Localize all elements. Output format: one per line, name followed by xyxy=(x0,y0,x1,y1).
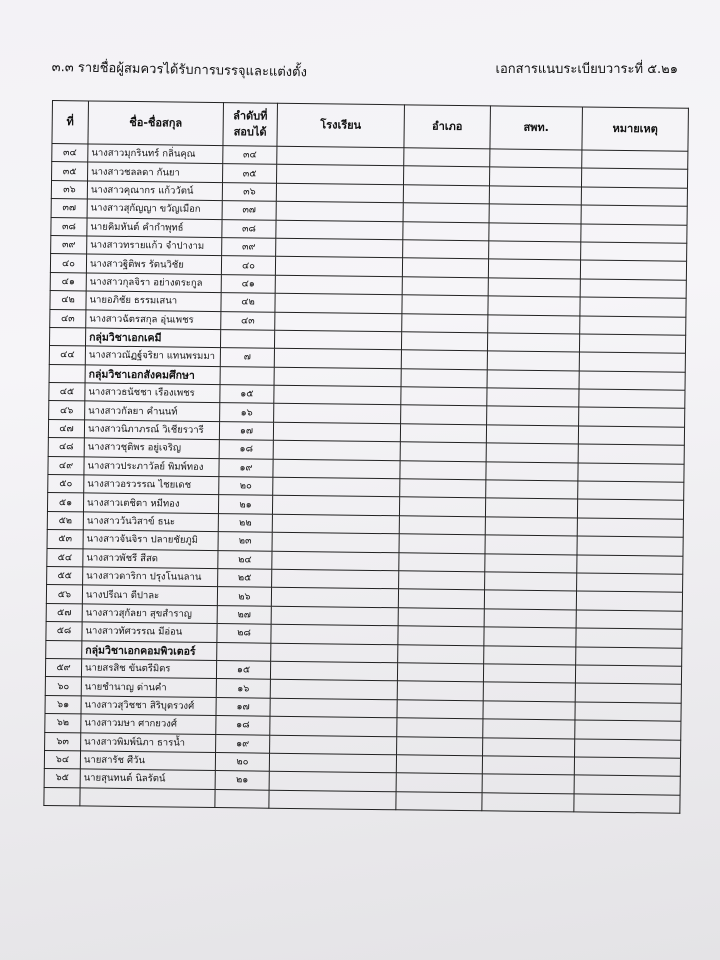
cell-rank: ๑๗ xyxy=(219,421,273,440)
cell-remarks xyxy=(580,260,686,280)
cell-district xyxy=(401,368,487,387)
cell-name: นางสาวสุกัญญา ขวัญเมือก xyxy=(87,199,222,219)
cell-remarks xyxy=(578,463,684,483)
cell-name: นางสาวพิมพ์นิภา ธารน้ำ xyxy=(81,732,216,752)
group-label: กลุ่มวิชาเอกคอมพิวเตอร์ xyxy=(82,640,217,660)
cell-school xyxy=(277,146,404,166)
cell-district xyxy=(403,166,489,185)
cell-rank: ๔๓ xyxy=(221,311,275,330)
cell-area-office xyxy=(483,701,575,721)
cell-no: ๔๐ xyxy=(50,254,86,273)
cell-remarks xyxy=(578,481,684,501)
cell-remarks xyxy=(577,499,683,519)
cell-district xyxy=(396,755,482,774)
cell-school xyxy=(272,532,399,552)
cell-name: นางสาวประภาวัลย์ พิมพ์ทอง xyxy=(84,457,219,477)
cell-no: ๓๕ xyxy=(52,162,88,181)
col-header-area-office: สพท. xyxy=(490,106,583,150)
cell-rank: ๑๘ xyxy=(219,440,273,459)
cell-area-office xyxy=(486,461,578,481)
cell-area-office xyxy=(483,682,575,702)
cell-no xyxy=(49,364,85,383)
cell-district xyxy=(397,681,483,700)
cell-name: นางสาวกัลยา คำนนท์ xyxy=(85,401,220,421)
cell-district xyxy=(399,497,485,516)
cell-rank: ๒๗ xyxy=(217,605,271,624)
cell-name: นางสาวชลลดา กันยา xyxy=(88,162,223,182)
cell-rank: ๒๐ xyxy=(219,477,273,496)
cell-remarks xyxy=(581,187,687,207)
cell-district xyxy=(397,736,483,755)
cell-area-office xyxy=(485,553,577,573)
cell-name: นางสาวสุวิชชา สิริบุตรวงศ์ xyxy=(81,696,216,716)
cell-rank: ๒๑ xyxy=(215,771,269,790)
cell-district xyxy=(400,442,486,461)
cell-remarks xyxy=(581,224,687,244)
group-label: กลุ่มวิชาเอกสังคมศึกษา xyxy=(85,365,220,385)
cell-no: ๔๖ xyxy=(49,401,85,420)
cell-school xyxy=(277,165,404,185)
cell-school xyxy=(270,661,397,681)
col-header-school: โรงเรียน xyxy=(277,103,405,148)
cell-school xyxy=(269,771,396,791)
cell-area-office xyxy=(482,756,574,776)
cell-rank xyxy=(217,642,271,661)
cell-remarks xyxy=(576,646,682,666)
cell-school xyxy=(273,477,400,497)
cell-district xyxy=(398,589,484,608)
cell-district xyxy=(397,699,483,718)
cell-rank xyxy=(215,789,269,808)
cell-rank: ๒๘ xyxy=(217,624,271,643)
cell-area-office xyxy=(490,149,582,169)
cell-area-office xyxy=(484,590,576,610)
cell-rank: ๑๘ xyxy=(216,716,270,735)
cell-name: นางสาวธนัชชา เรืองเพชร xyxy=(85,383,220,403)
cell-no: ๕๕ xyxy=(47,566,83,585)
col-header-district: อำเภอ xyxy=(404,105,491,149)
cell-area-office xyxy=(489,186,581,206)
cell-area-office xyxy=(487,388,579,408)
cell-district xyxy=(397,663,483,682)
cell-no: ๖๕ xyxy=(44,769,80,788)
cell-area-office xyxy=(487,370,579,390)
cell-no: ๔๗ xyxy=(48,419,84,438)
cell-school xyxy=(274,330,401,350)
cell-no: ๔๕ xyxy=(49,383,85,402)
cell-area-office xyxy=(488,259,580,279)
cell-school xyxy=(273,459,400,479)
cell-rank xyxy=(220,366,274,385)
cell-remarks xyxy=(581,242,687,262)
cell-no: ๖๐ xyxy=(45,677,81,696)
cell-school xyxy=(274,349,401,369)
cell-school xyxy=(270,680,397,700)
cell-remarks xyxy=(579,371,685,391)
col-header-name: ชื่อ-ชื่อสกุล xyxy=(88,101,224,146)
cell-name: นางสาวกุลจิรา อย่างตระกูล xyxy=(86,273,221,293)
cell-rank: ๑๕ xyxy=(216,660,270,679)
cell-district xyxy=(403,240,489,259)
cell-school xyxy=(276,201,403,221)
cell-no: ๕๑ xyxy=(47,493,83,512)
cell-district xyxy=(401,387,487,406)
cell-no: ๕๔ xyxy=(47,548,83,567)
cell-school xyxy=(275,293,402,313)
cell-no: ๔๘ xyxy=(48,438,84,457)
cell-district xyxy=(401,332,487,351)
cell-rank: ๓๙ xyxy=(222,238,276,257)
cell-area-office xyxy=(486,480,578,500)
cell-remarks xyxy=(582,150,688,170)
cell-name: นางปรีณา ดีปาละ xyxy=(82,585,217,605)
cell-rank: ๒๕ xyxy=(218,569,272,588)
cell-school xyxy=(270,716,397,736)
cell-rank: ๒๑ xyxy=(218,495,272,514)
cell-rank: ๔๒ xyxy=(221,293,275,312)
cell-district xyxy=(402,313,488,332)
cell-name: นายชำนาญ ด่านคำ xyxy=(81,677,216,697)
cell-name: นางสาวอรวรรณ ไชยเดช xyxy=(84,475,219,495)
cell-rank: ๒๓ xyxy=(218,532,272,551)
cell-name: นางสาวมษา ศากยวงศ์ xyxy=(81,714,216,734)
cell-remarks xyxy=(577,555,683,575)
cell-area-office xyxy=(486,443,578,463)
cell-rank: ๓๖ xyxy=(222,182,276,201)
cell-rank: ๑๙ xyxy=(216,734,270,753)
cell-rank: ๑๙ xyxy=(219,458,273,477)
cell-rank: ๔๑ xyxy=(221,274,275,293)
cell-remarks xyxy=(580,279,686,299)
cell-name: นายสารัช ศีวัน xyxy=(80,751,215,771)
cell-name: นางสาวพัชรี สีสด xyxy=(83,549,218,569)
cell-no: ๖๔ xyxy=(44,750,80,769)
cell-remarks xyxy=(575,702,681,722)
cell-no: ๔๔ xyxy=(49,346,85,365)
cell-remarks xyxy=(578,426,684,446)
cell-rank: ๒๖ xyxy=(217,587,271,606)
cell-rank: ๔๐ xyxy=(221,256,275,275)
cell-district xyxy=(399,571,485,590)
attachment-reference: เอกสารแนบระเบียบวาระที่ ๕.๒๑ xyxy=(495,62,678,77)
cell-remarks xyxy=(575,683,681,703)
cell-no: ๖๓ xyxy=(45,732,81,751)
cell-remarks xyxy=(580,315,686,335)
cell-no: ๕๐ xyxy=(48,475,84,494)
cell-rank: ๒๐ xyxy=(215,752,269,771)
cell-name: นางสาวทรายแก้ว จำปางาม xyxy=(87,236,222,256)
cell-school xyxy=(271,624,398,644)
cell-area-office xyxy=(485,535,577,555)
cell-district xyxy=(401,350,487,369)
cell-district xyxy=(398,608,484,627)
cell-school xyxy=(271,588,398,608)
cell-rank: ๑๖ xyxy=(216,679,270,698)
cell-school xyxy=(273,422,400,442)
cell-remarks xyxy=(574,757,680,777)
cell-area-office xyxy=(487,333,579,353)
cell-no: ๓๘ xyxy=(51,217,87,236)
cell-name: นายสุนทนต์ นิลรัตน์ xyxy=(80,769,215,789)
cell-district xyxy=(399,534,485,553)
cell-no: ๔๙ xyxy=(48,456,84,475)
cell-district xyxy=(401,405,487,424)
cell-school xyxy=(275,312,402,332)
col-header-rank: ลำดับที่ สอบได้ xyxy=(223,103,278,147)
cell-name: นายอภิชัย ธรรมเสนา xyxy=(86,291,221,311)
cell-remarks xyxy=(577,536,683,556)
cell-no xyxy=(49,327,85,346)
cell-remarks xyxy=(576,610,682,630)
cell-remarks xyxy=(577,573,683,593)
cell-remarks xyxy=(580,297,686,317)
cell-name: นางสาวฐิติพร รัตนวิชัย xyxy=(86,254,221,274)
cell-name: นายสรสิช ขันตรีมิตร xyxy=(81,659,216,679)
cell-no: ๖๑ xyxy=(45,695,81,714)
cell-school xyxy=(269,753,396,773)
cell-no: ๓๙ xyxy=(51,235,87,254)
cell-school xyxy=(274,367,401,387)
cell-district xyxy=(403,221,489,240)
cell-name: นายคิมหันต์ คำกำพุทธ์ xyxy=(87,217,222,237)
cell-no: ๕๗ xyxy=(46,603,82,622)
cell-rank: ๓๗ xyxy=(222,201,276,220)
cell-school xyxy=(275,257,402,277)
cell-district xyxy=(396,791,482,810)
cell-no: ๕๙ xyxy=(45,658,81,677)
cell-district xyxy=(399,516,485,535)
cell-no: ๔๓ xyxy=(50,309,86,328)
cell-school xyxy=(276,238,403,258)
cell-name: นางสาวจันจิรา ปลายชัยภูมิ xyxy=(83,530,218,550)
cell-district xyxy=(402,277,488,296)
cell-rank: ๓๕ xyxy=(223,164,277,183)
cell-school xyxy=(275,275,402,295)
cell-area-office xyxy=(489,222,581,242)
cell-no: ๓๔ xyxy=(52,144,88,163)
cell-area-office xyxy=(483,664,575,684)
cell-name: นางสาวณัฏฐ์จริยา แทนพรมมา xyxy=(85,346,220,366)
cell-area-office xyxy=(489,167,581,187)
col-header-remarks: หมายเหตุ xyxy=(582,107,689,151)
cell-rank: ๓๘ xyxy=(222,219,276,238)
table-body xyxy=(44,144,688,814)
cell-school xyxy=(272,496,399,516)
cell-school xyxy=(269,790,396,810)
cell-remarks xyxy=(578,444,684,464)
cell-no: ๔๑ xyxy=(50,272,86,291)
cell-school xyxy=(270,735,397,755)
cell-rank: ๑๕ xyxy=(220,385,274,404)
cell-area-office xyxy=(489,241,581,261)
cell-school xyxy=(270,698,397,718)
cell-area-office xyxy=(487,351,579,371)
cell-no: ๖๒ xyxy=(45,714,81,733)
appointment-table-wrapper xyxy=(43,100,688,814)
table-header-row xyxy=(52,101,688,152)
cell-district xyxy=(400,460,486,479)
cell-area-office xyxy=(482,774,574,794)
cell-school xyxy=(274,385,401,405)
cell-area-office xyxy=(483,719,575,739)
cell-school xyxy=(276,183,403,203)
cell-area-office xyxy=(484,627,576,647)
cell-remarks xyxy=(581,168,687,188)
cell-area-office xyxy=(485,498,577,518)
cell-school xyxy=(272,514,399,534)
cell-rank: ๓๔ xyxy=(223,146,277,165)
cell-remarks xyxy=(574,775,680,795)
cell-no: ๕๒ xyxy=(47,511,83,530)
cell-remarks xyxy=(575,720,681,740)
cell-area-office xyxy=(485,517,577,537)
cell-district xyxy=(402,295,488,314)
cell-district xyxy=(400,424,486,443)
cell-area-office xyxy=(484,609,576,629)
cell-area-office xyxy=(486,425,578,445)
cell-remarks xyxy=(575,665,681,685)
cell-area-office xyxy=(488,278,580,298)
cell-no: ๕๓ xyxy=(47,530,83,549)
cell-name: นางสาวสุกัลยา สุขสำราญ xyxy=(82,604,217,624)
cell-school xyxy=(272,569,399,589)
cell-remarks xyxy=(581,205,687,225)
cell-district xyxy=(397,718,483,737)
cell-district xyxy=(403,185,489,204)
cell-name: นางสาวฉัตรสกุล อุ่นเพชร xyxy=(86,309,221,329)
cell-remarks xyxy=(579,407,685,427)
cell-remarks xyxy=(579,334,685,354)
cell-name: นางสาวทัศวรรณ มีอ่อน xyxy=(82,622,217,642)
list-title: ๓.๓ รายชื่อผู้สมควรได้รับการบรรจุและแต่งตั้ง xyxy=(51,59,308,81)
cell-no: ๕๘ xyxy=(46,622,82,641)
cell-remarks xyxy=(577,518,683,538)
cell-school xyxy=(271,643,398,663)
cell-remarks xyxy=(576,591,682,611)
cell-no: ๓๗ xyxy=(51,199,87,218)
cell-remarks xyxy=(575,738,681,758)
cell-name: นางสาวชุติพร อยู่เจริญ xyxy=(84,438,219,458)
cell-area-office xyxy=(484,645,576,665)
cell-remarks xyxy=(576,628,682,648)
cell-school xyxy=(272,551,399,571)
cell-district xyxy=(398,644,484,663)
col-header-no: ที่ xyxy=(52,101,89,144)
cell-no: ๔๒ xyxy=(50,291,86,310)
cell-area-office xyxy=(482,792,574,812)
cell-area-office xyxy=(488,296,580,316)
cell-no xyxy=(44,787,80,806)
cell-name: นางสาวมุกรินทร์ กลิ่นคุณ xyxy=(88,144,223,164)
cell-district xyxy=(402,258,488,277)
cell-district xyxy=(396,773,482,792)
cell-no: ๕๖ xyxy=(46,585,82,604)
group-label: กลุ่มวิชาเอกเคมี xyxy=(85,328,220,348)
cell-no: ๓๖ xyxy=(51,180,87,199)
cell-remarks xyxy=(579,389,685,409)
cell-name: นางสาวนิภาภรณ์ วิเชียรวารี xyxy=(84,420,219,440)
cell-area-office xyxy=(485,572,577,592)
cell-name: นางสาวดาริกา ปรุงโนนลาน xyxy=(83,567,218,587)
cell-district xyxy=(403,203,489,222)
cell-district xyxy=(404,148,490,167)
cell-school xyxy=(271,606,398,626)
cell-rank: ๒๔ xyxy=(218,550,272,569)
cell-name: นางสาวเตชิตา หมีทอง xyxy=(83,493,218,513)
cell-name xyxy=(80,788,215,808)
cell-area-office xyxy=(488,314,580,334)
cell-district xyxy=(399,552,485,571)
cell-rank: ๑๖ xyxy=(220,403,274,422)
appointment-table xyxy=(43,100,689,814)
cell-rank: ๑๗ xyxy=(216,697,270,716)
cell-remarks xyxy=(579,352,685,372)
cell-district xyxy=(400,479,486,498)
cell-rank: ๒๒ xyxy=(218,513,272,532)
cell-remarks xyxy=(574,794,680,814)
cell-school xyxy=(274,404,401,424)
cell-name: นางสาวคุณากร แก้ววัตน์ xyxy=(87,181,222,201)
cell-no xyxy=(46,640,82,659)
cell-area-office xyxy=(489,204,581,224)
cell-area-office xyxy=(487,406,579,426)
cell-school xyxy=(276,220,403,240)
cell-rank xyxy=(220,329,274,348)
cell-name: นางสาววันวิสาข์ ธนะ xyxy=(83,512,218,532)
cell-school xyxy=(273,440,400,460)
cell-rank: ๗ xyxy=(220,348,274,367)
cell-area-office xyxy=(483,737,575,757)
cell-district xyxy=(398,626,484,645)
